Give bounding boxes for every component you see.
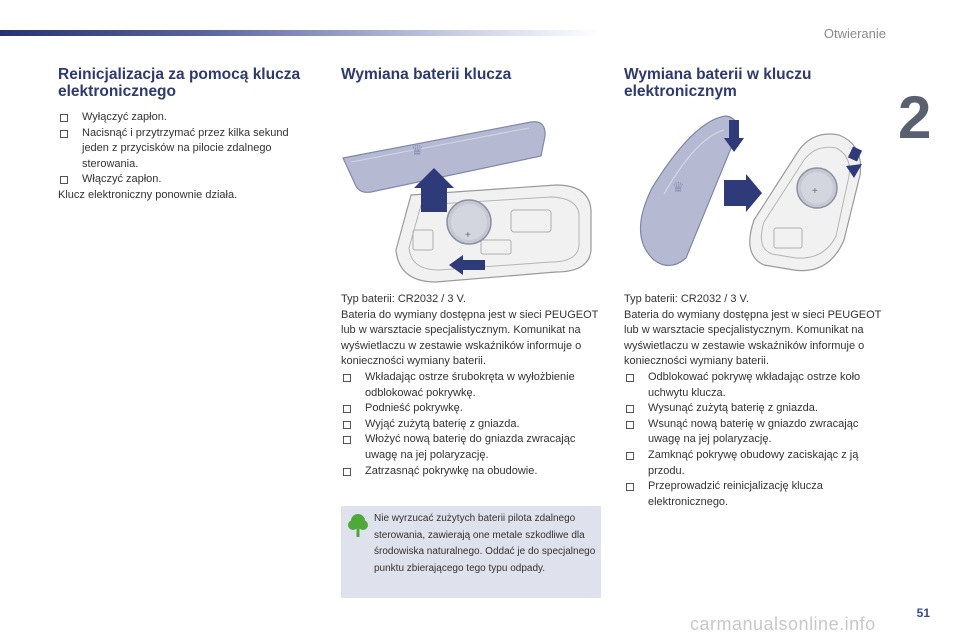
tree-icon	[347, 512, 369, 538]
step-item: Zatrzasnąć pokrywkę na obudowie.	[341, 464, 603, 480]
svg-text:♛: ♛	[411, 142, 424, 158]
step-item: Wyjąć zużytą baterię z gniazda.	[341, 417, 603, 433]
intro-text: Bateria do wymiany dostępna jest w sieci PEUGEOT lub w warsztacie specjalistycznym. Komunikat na wyświetlaczu w zestawie wskaźników informuje o konieczności wymiany baterii.	[341, 308, 599, 368]
step-item: Wyłączyć zapłon.	[58, 110, 318, 126]
section-key-battery	[341, 292, 603, 479]
step-item: Wsunąć nową baterię w gniazdo zwracając uwagę na jej polaryzację.	[624, 417, 886, 448]
chapter-name: Otwieranie	[823, 26, 886, 41]
svg-text:+: +	[812, 186, 818, 197]
svg-text:♛: ♛	[672, 179, 685, 195]
battery-type: Typ baterii: CR2032 / 3 V.	[624, 293, 749, 305]
checkbox-icon	[343, 421, 351, 429]
step-item: Włożyć nową baterię do gniazda zwracając uwagę na jej polaryzację.	[341, 432, 603, 463]
checkbox-icon	[60, 114, 68, 122]
step-item: Podnieść pokrywkę.	[341, 401, 603, 417]
battery-type: Typ baterii: CR2032 / 3 V.	[341, 293, 466, 305]
section-body	[624, 292, 886, 510]
step-item: Nacisnąć i przytrzymać przez kilka sekund jeden z przycisków na pilocie zdalnego sterowania.	[58, 126, 318, 173]
chapter-number: 2	[898, 84, 932, 151]
key-battery-illustration	[341, 110, 603, 285]
section-body	[58, 110, 318, 204]
battery-icon	[447, 200, 491, 244]
step-list	[624, 370, 886, 510]
step-item: Przeprowadzić reinicjalizację klucza elektronicznego.	[624, 479, 886, 510]
section-reinitialization	[58, 66, 318, 204]
section-title: Wymiana baterii w kluczu elektronicznym	[624, 66, 812, 100]
battery-cover	[640, 116, 736, 266]
section-title: Wymiana baterii klucza	[341, 66, 512, 83]
section-title: Reinicjalizacja za pomocą klucza elektronicznego	[58, 66, 301, 100]
section-smart-key-battery-header	[624, 66, 886, 106]
step-list	[341, 370, 603, 479]
section-smart-key-battery	[624, 292, 886, 510]
checkbox-icon	[626, 405, 634, 413]
checkbox-icon	[626, 483, 634, 491]
intro-text: Bateria do wymiany dostępna jest w sieci PEUGEOT lub w warsztacie specjalistycznym. Komunikat na wyświetlaczu w zestawie wskaźników informuje o konieczności wymiany baterii.	[624, 308, 882, 368]
checkbox-icon	[60, 130, 68, 138]
step-list	[58, 110, 318, 188]
checkbox-icon	[343, 374, 351, 382]
step-item: Wkładając ostrze śrubokręta w wyłożbienie odblokować pokrywkę.	[341, 370, 603, 401]
checkbox-icon	[60, 176, 68, 184]
watermark: carmanualsonline.info	[690, 614, 876, 634]
step-item: Odblokować pokrywę wkładając ostrze koło uchwytu klucza.	[624, 370, 886, 401]
checkbox-icon	[626, 374, 634, 382]
svg-text:+: +	[465, 230, 471, 241]
step-item: Włączyć zapłon.	[58, 172, 318, 188]
note-text: Nie wyrzucać zużytych baterii pilota zdalnego sterowania, zawierają one metale szkodliwe dla środowiska naturalnego. Oddać je do specjalnego punktu zbierającego tego typu odpady.	[374, 513, 596, 574]
checkbox-icon	[343, 405, 351, 413]
step-item: Wysunąć zużytą baterię z gniazda.	[624, 401, 886, 417]
checkbox-icon	[343, 468, 351, 476]
checkbox-icon	[626, 452, 634, 460]
page-number: 51	[916, 606, 930, 620]
header-gradient-bar	[0, 30, 600, 36]
smart-key-battery-illustration	[624, 110, 886, 280]
environment-note	[341, 506, 601, 598]
result-text: Klucz elektroniczny ponownie działa.	[58, 188, 238, 201]
checkbox-icon	[626, 421, 634, 429]
step-item: Zamknąć pokrywę obudowy zaciskając z ją przodu.	[624, 448, 886, 479]
section-key-battery-header	[341, 66, 603, 106]
section-body	[341, 292, 603, 479]
slide-arrow-icon	[724, 174, 762, 212]
battery-icon	[797, 168, 837, 208]
checkbox-icon	[343, 436, 351, 444]
